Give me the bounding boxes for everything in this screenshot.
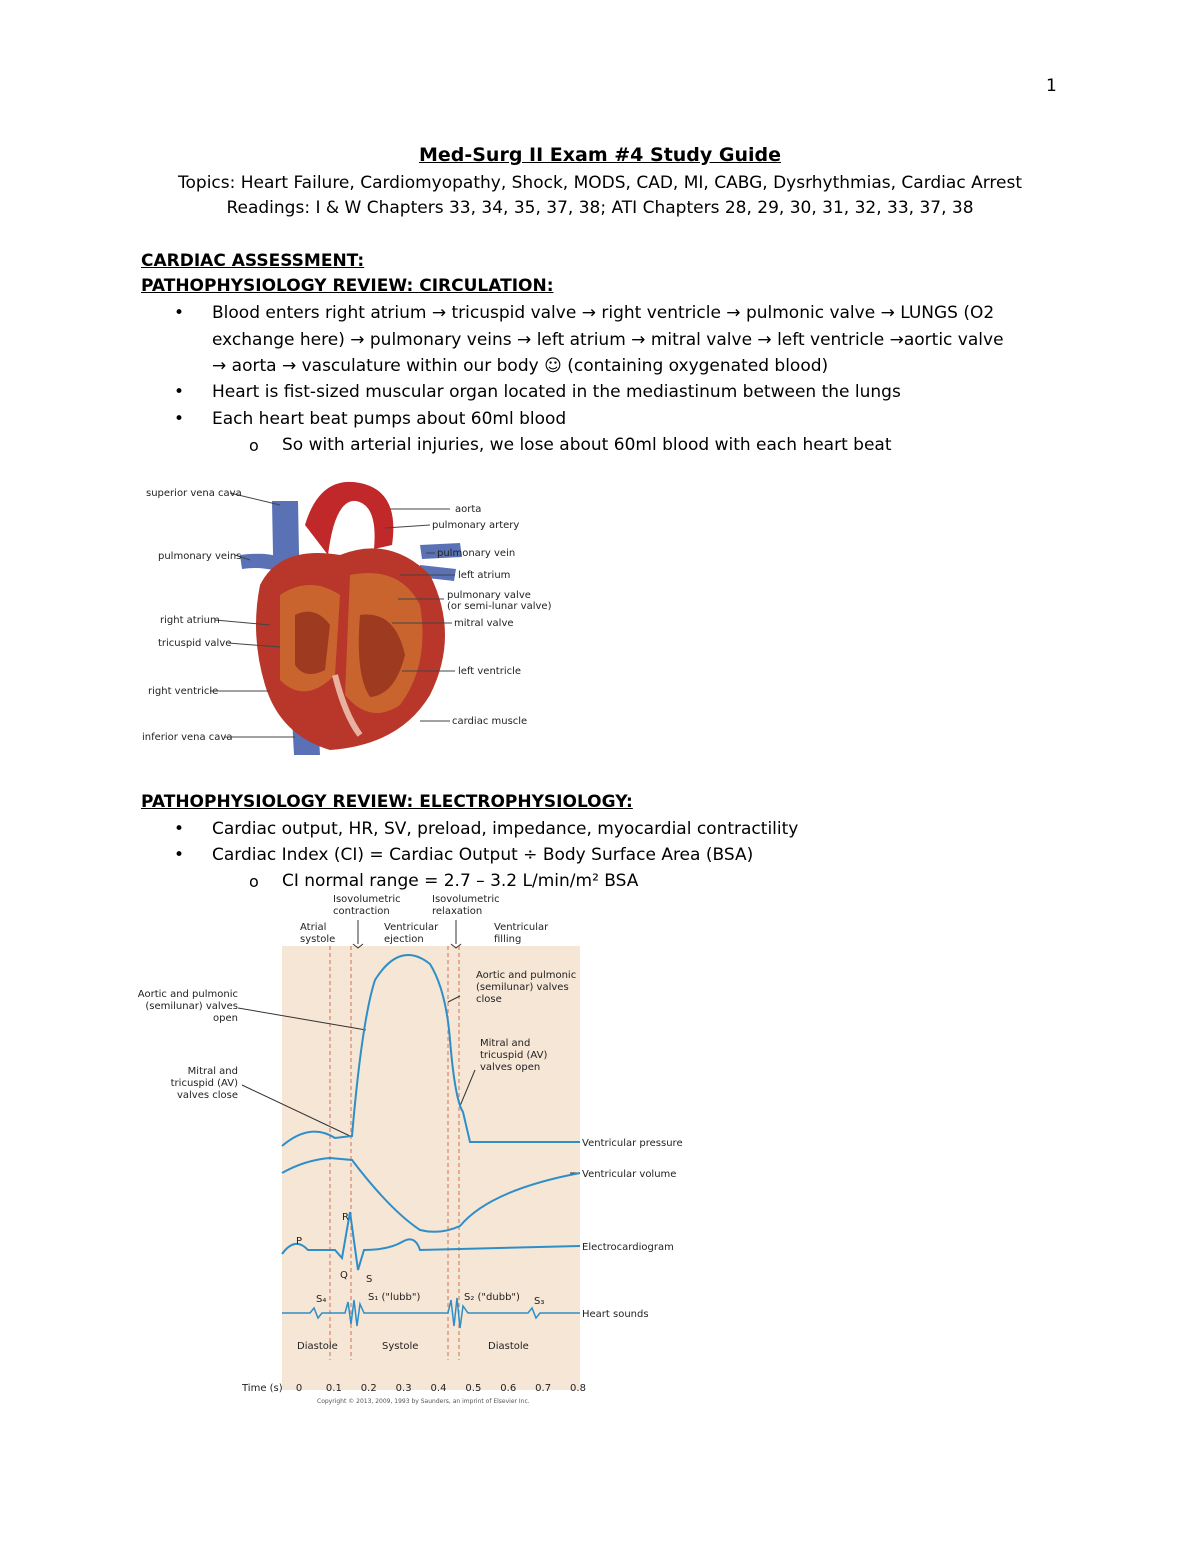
circulation-bullet-1-line-1: Blood enters right atrium → tricuspid valve → right ventricle → pulmonic valve → LUNGS (O2 [212,303,995,323]
label-mitral-valve: mitral valve [454,618,514,629]
label-mitral-open-2: tricuspid (AV) [480,1050,548,1061]
label-atrial-systole-2: systole [300,934,336,945]
label-pulmonary-artery: pulmonary artery [432,520,520,531]
label-s1: S₁ ("lubb") [368,1292,421,1303]
time-tick-label: 0.3 [395,1383,412,1394]
heading-electrophysiology: PATHOPHYSIOLOGY REVIEW: ELECTROPHYSIOLOGY: [141,792,633,812]
label-ecg-p: P [296,1236,303,1247]
bullet-icon: • [174,303,185,323]
label-atrial-systole: Atrial [300,922,327,933]
time-tick-label: 0.5 [465,1383,482,1394]
label-aortic-close: Aortic and pulmonic [476,970,577,981]
circulation-bullet-3: Each heart beat pumps about 60ml blood [212,409,567,429]
label-tricuspid-valve: tricuspid valve [158,638,232,649]
sub-bullet-icon: o [249,872,259,891]
time-tick-label: 0 [295,1383,303,1394]
bullet-icon: • [174,845,185,865]
label-aortic-close-2: (semilunar) valves [476,982,569,993]
label-ventricular-filling-2: filling [494,934,522,945]
electro-sub-bullet: CI normal range = 2.7 – 3.2 L/min/m² BSA [282,871,639,891]
label-left-ventricle: left ventricle [458,666,522,677]
label-superior-vena-cava: superior vena cava [146,488,242,499]
label-iso-contraction: Isovolumetric [333,894,401,905]
heart-anatomy-figure [130,465,570,765]
label-ventricular-pressure: Ventricular pressure [582,1138,683,1149]
label-mitral-close-2: tricuspid (AV) [170,1078,238,1089]
label-aortic-open-3: open [213,1013,238,1024]
time-tick-label: 0.6 [500,1383,517,1394]
circulation-bullet-1-line-3: → aorta → vasculature within our body ☺ (containing oxygenated blood) [212,356,829,376]
time-tick-label: 0.2 [360,1383,377,1394]
label-right-atrium: right atrium [160,615,220,626]
label-s4: S₄ [316,1294,327,1305]
circulation-bullet-1-line-2: exchange here) → pulmonary veins → left atrium → mitral valve → left ventricle →aortic valve [212,330,1004,350]
label-copyright: Copyright © 2013, 2009, 1993 by Saunders, an imprint of Elsevier Inc. [317,1398,530,1405]
readings-line: Readings: I & W Chapters 33, 34, 35, 37, 38; ATI Chapters 28, 29, 30, 31, 32, 33, 37, 38 [226,198,974,218]
aorta-shape [305,482,393,555]
electro-bullet-2: Cardiac Index (CI) = Cardiac Output ÷ Body Surface Area (BSA) [212,845,754,865]
label-time: Time (s) [242,1383,283,1394]
label-electrocardiogram: Electrocardiogram [582,1242,674,1253]
bullet-icon: • [174,409,185,429]
label-left-atrium: left atrium [458,570,511,581]
label-diastole-right: Diastole [488,1341,529,1352]
label-inferior-vena-cava: inferior vena cava [142,732,233,743]
label-cardiac-muscle: cardiac muscle [452,716,528,727]
label-aorta: aorta [455,504,482,515]
cardiac-cycle-diagram [130,890,690,1410]
label-mitral-close: Mitral and [187,1066,238,1077]
diagram-panel [282,946,580,1390]
electro-bullet-1: Cardiac output, HR, SV, preload, impedance, myocardial contractility [212,819,799,839]
label-semilunar-valve: (or semi-lunar valve) [447,601,552,612]
label-systole: Systole [382,1341,419,1352]
label-pulmonary-vein: pulmonary vein [437,548,516,559]
sub-bullet-icon: o [249,436,259,455]
label-iso-relaxation-2: relaxation [432,906,483,917]
bullet-icon: • [174,819,185,839]
label-ventricular-volume: Ventricular volume [582,1169,677,1180]
label-mitral-close-3: valves close [176,1090,238,1101]
label-s3: S₃ [534,1296,545,1307]
label-ventricular-filling: Ventricular [494,922,549,933]
label-aortic-open: Aortic and pulmonic [137,989,238,1000]
label-heart-sounds: Heart sounds [582,1309,649,1320]
label-mitral-open: Mitral and [480,1038,531,1049]
time-tick-label: 0.7 [535,1383,552,1394]
label-ventricular-ejection-2: ejection [384,934,424,945]
heading-cardiac-assessment: CARDIAC ASSESSMENT: [141,251,365,271]
label-ecg-r: R [342,1212,349,1223]
time-tick-label: 0.8 [570,1383,586,1394]
label-iso-relaxation: Isovolumetric [432,894,500,905]
time-tick-label: 0.1 [325,1383,342,1394]
time-tick-label: 0.4 [430,1383,447,1394]
label-aortic-close-3: close [476,994,502,1005]
label-pulmonary-valve: pulmonary valve [447,590,531,601]
label-s2: S₂ ("dubb") [464,1292,520,1303]
label-iso-contraction-2: contraction [333,906,390,917]
page-title: Med-Surg II Exam #4 Study Guide [418,144,782,166]
label-ecg-q: Q [340,1270,348,1281]
circulation-sub-bullet: So with arterial injuries, we lose about 60ml blood with each heart beat [282,435,892,455]
label-mitral-open-3: valves open [480,1062,541,1073]
label-ventricular-ejection: Ventricular [384,922,439,933]
heading-circulation: PATHOPHYSIOLOGY REVIEW: CIRCULATION: [141,276,554,296]
label-pulmonary-veins: pulmonary veins [158,551,242,562]
label-ecg-s: S [366,1274,373,1285]
label-aortic-open-2: (semilunar) valves [145,1001,238,1012]
label-right-ventricle: right ventricle [148,686,219,697]
bullet-icon: • [174,382,185,402]
topics-line: Topics: Heart Failure, Cardiomyopathy, Shock, MODS, CAD, MI, CABG, Dysrhythmias, Cardiac Arrest [178,173,1022,193]
label-diastole-left: Diastole [297,1341,338,1352]
circulation-bullet-2: Heart is fist-sized muscular organ located in the mediastinum between the lungs [212,382,901,402]
page-number: 1 [1046,76,1057,96]
